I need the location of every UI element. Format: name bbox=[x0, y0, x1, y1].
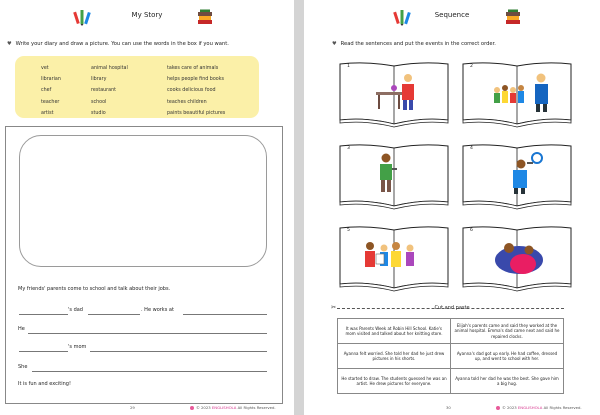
page-gutter bbox=[294, 0, 304, 415]
panel-number: 6 bbox=[470, 228, 473, 233]
scissors-icon: ✂ bbox=[331, 304, 337, 311]
sentence-strip[interactable]: Ayanna told her dad he was the best. She gave him a big hug. bbox=[451, 369, 564, 394]
page-title: My Story bbox=[131, 11, 163, 19]
page-title: Sequence bbox=[434, 11, 470, 19]
panel-number: 2 bbox=[470, 64, 473, 69]
left-header bbox=[0, 6, 294, 28]
write-line[interactable] bbox=[19, 314, 68, 315]
story-panel-5 bbox=[338, 224, 450, 294]
heart-icon: ♥ bbox=[332, 41, 337, 47]
instruction: ♥ Write your diary and draw a picture. You can use the words in the box if you want. bbox=[7, 41, 229, 47]
left-page bbox=[0, 0, 294, 415]
page-number: 29 bbox=[130, 405, 135, 410]
flower-logo-icon bbox=[190, 406, 194, 410]
write-line[interactable] bbox=[183, 314, 267, 315]
open-book-icon bbox=[338, 60, 450, 130]
books-icon bbox=[504, 9, 522, 25]
panel-number: 5 bbox=[347, 228, 350, 233]
panel-number: 1 bbox=[347, 64, 350, 69]
word-col-actions: takes care of animals helps people find books cooks delicious food teaches children paints beautiful pictures bbox=[167, 66, 226, 116]
story-panel-2 bbox=[461, 60, 573, 130]
story-panel-1 bbox=[338, 60, 450, 130]
story-panel-3 bbox=[338, 142, 450, 212]
sentence-strip[interactable]: It was Parents Week at Robin Hill School. Katie's mom visited and talked about her knitting store. bbox=[338, 319, 451, 344]
word-box bbox=[15, 56, 259, 118]
write-line[interactable] bbox=[32, 371, 267, 372]
open-book-icon bbox=[338, 142, 450, 212]
heart-icon: ♥ bbox=[7, 41, 12, 47]
sentence-strip[interactable]: Elijah's parents came and said they worked at the animal hospital. Emma's dad came next and said he repaired clocks. bbox=[451, 319, 564, 344]
open-book-icon bbox=[338, 224, 450, 294]
footer-copyright: © 2023 ENGLISHOLA All Rights Reserved. bbox=[494, 405, 582, 410]
sentence-strip[interactable]: He started to draw. The students guessed he was an artist. He drew pictures for everyone. bbox=[338, 369, 451, 394]
story-panel-4 bbox=[461, 142, 573, 212]
books-icon bbox=[196, 9, 214, 25]
cut-line bbox=[337, 308, 564, 309]
sentence-strip[interactable]: Ayanna's dad got up early. He had coffee, dressed up, and went to school with her. bbox=[451, 344, 564, 369]
cut-and-paste-label: Cut and paste bbox=[434, 305, 470, 311]
word-col-jobs: vet librarian chef teacher artist bbox=[41, 66, 61, 116]
write-line[interactable] bbox=[88, 314, 140, 315]
sentence-strips bbox=[337, 318, 564, 394]
panel-number: 4 bbox=[470, 146, 473, 151]
footer-copyright: © 2023 ENGLISHOLA All Rights Reserved. bbox=[188, 405, 276, 410]
story-panel-6 bbox=[461, 224, 573, 294]
panel-number: 3 bbox=[347, 146, 350, 151]
drawing-area[interactable] bbox=[19, 135, 267, 267]
write-line[interactable] bbox=[28, 333, 267, 334]
write-line[interactable] bbox=[19, 351, 68, 352]
write-line[interactable] bbox=[90, 351, 267, 352]
open-book-icon bbox=[461, 224, 573, 294]
right-header bbox=[304, 6, 600, 28]
diary-frame: My friends' parents come to school and talk about their jobs. 's dad . He works at He 's mom She It is fun and exciting! bbox=[5, 126, 283, 404]
instruction: ♥ Read the sentences and put the events in the correct order. bbox=[332, 41, 496, 47]
open-book-icon bbox=[461, 60, 573, 130]
diary-prompt: My friends' parents come to school and talk about their jobs. bbox=[18, 286, 171, 292]
flower-logo-icon bbox=[496, 406, 500, 410]
word-col-places: animal hospital library restaurant school studio bbox=[91, 66, 128, 116]
right-page bbox=[304, 0, 600, 415]
open-book-icon bbox=[461, 142, 573, 212]
diary-closing: It is fun and exciting! bbox=[18, 381, 71, 387]
sentence-strip[interactable]: Ayanna felt worried. She told her dad he just drew pictures in his shorts. bbox=[338, 344, 451, 369]
page-number: 30 bbox=[446, 405, 451, 410]
